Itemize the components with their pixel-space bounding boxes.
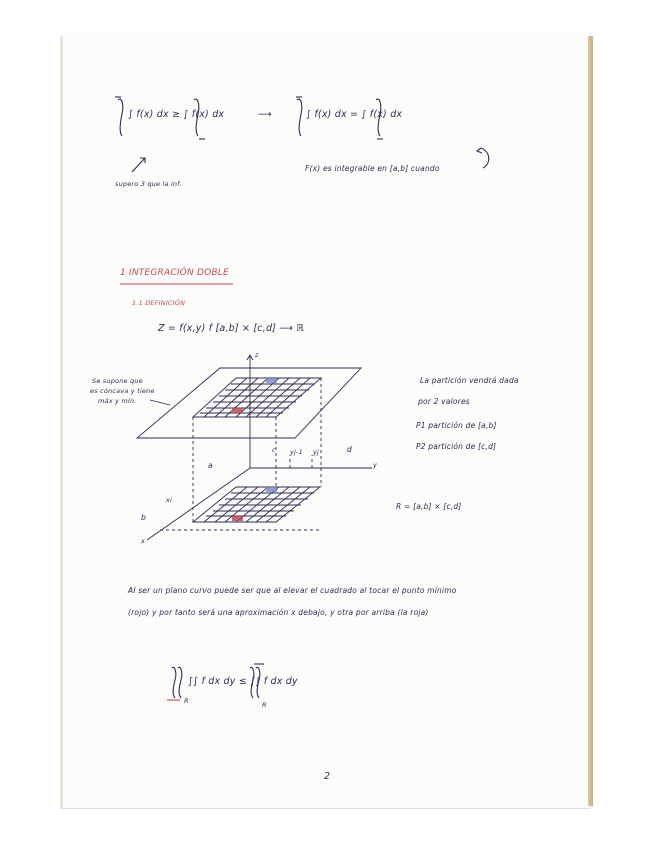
region-label-left: R — [184, 697, 189, 705]
figure-note-line3: máx y mín. — [98, 397, 137, 405]
label-yj: yj — [313, 448, 320, 456]
rectangle-definition: R = [a,b] × [c,d] — [396, 502, 462, 511]
page-number: 2 — [324, 771, 331, 782]
figure-note-line1: Se supone que — [92, 377, 143, 385]
label-c: c — [272, 446, 276, 454]
definition-formula: Z = f(x,y) f [a,b] × [c,d] ⟶ ℝ — [158, 323, 305, 334]
figure-note-line2: es cóncava y tiene — [90, 387, 155, 395]
axis-label-y: y — [373, 461, 378, 469]
label-d: d — [347, 445, 352, 454]
partition-note-line2: por 2 valores — [418, 397, 470, 406]
label-yj-minus-1: yj-1 — [290, 448, 303, 456]
partition-note-line1: La partición vendrá dada — [420, 376, 519, 385]
label-xi: xi — [166, 496, 173, 504]
paragraph-line2: (rojo) y por tanto será una aproximación x debajo, y otra por arriba (la roja) — [128, 608, 429, 617]
equal-integrals: ∫ f(x) dx = ∫ f(x) dx — [306, 109, 403, 120]
section-title: 1 INTEGRACIÓN DOBLE — [120, 268, 229, 278]
note-integrable: F(x) es integrable en [a,b] cuando — [305, 164, 440, 173]
region-label-right: R — [262, 701, 267, 709]
implies-arrow: ⟶ — [258, 109, 272, 120]
label-b: b — [141, 513, 146, 522]
paragraph-line1: Al ser un plano curvo puede ser que al elevar el cuadrado al tocar el punto mínimo — [128, 586, 457, 595]
note-superior-inferior: supero 3 que la inf. — [115, 180, 182, 188]
partition-p2: P2 partición de [c,d] — [416, 442, 497, 451]
subsection-title: 1.1 DEFINICIÓN — [132, 299, 186, 307]
lower-upper-integral: ∫ f(x) dx ≥ ∫ f(x) dx — [128, 109, 225, 120]
double-integral-inequality: ∫∫ f dx dy ≤ ∫∫ f dx dy — [188, 676, 298, 687]
partition-p1: P1 partición de [a,b] — [416, 421, 497, 430]
label-a: a — [208, 461, 213, 470]
axis-label-x: x — [141, 537, 146, 545]
axis-label-z: z — [255, 351, 259, 359]
